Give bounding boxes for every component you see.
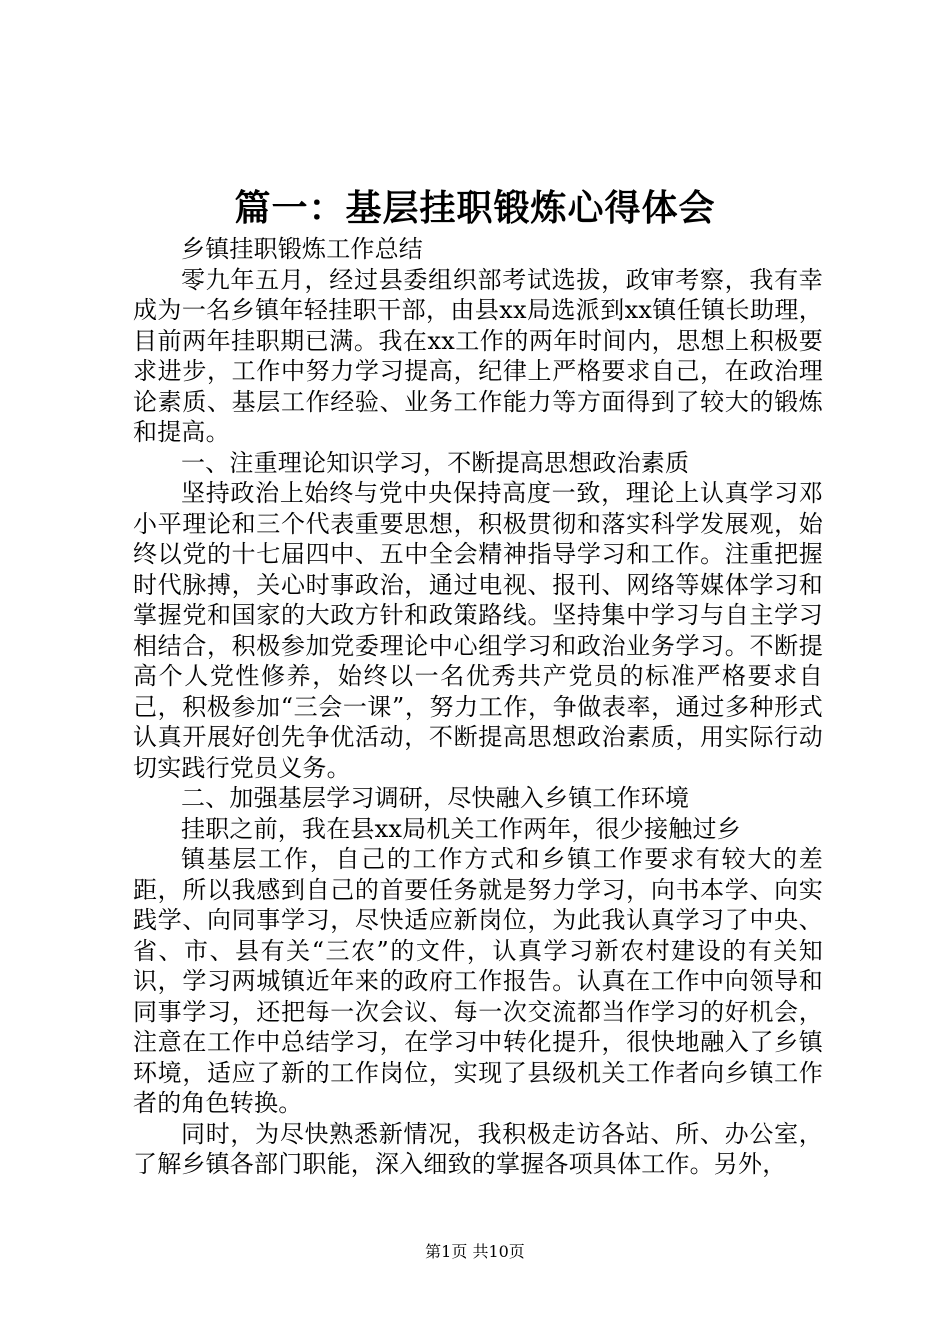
- section-heading: 二、加强基层学习调研，尽快融入乡镇工作环境: [181, 784, 690, 812]
- document-title: 篇一：基层挂职锻炼心得体会: [234, 187, 716, 229]
- subtitle-paragraph: 乡镇挂职锻炼工作总结: [181, 235, 423, 263]
- page-footer: 第1页 共10页: [425, 1242, 525, 1261]
- body-paragraph: 镇基层工作，自己的工作方式和乡镇工作要求有较大的差距，所以我感到自己的首要任务就是努力学习，向书本学、向实践学、向同事学习，尽快适应新岗位，为此我认真学习了中央、省、市、县有关“三农”的文件，认真学习新农村建设的有关知识，学习两城镇近年来的政府工作报告。认真在工作中向领导和同事学习，还把每一次会议、每一次交流都当作学习的好机会，注意在工作中总结学习，在学习中转化提升，很快地融入了乡镇环境，适应了新的工作岗位，实现了县级机关工作者向乡镇工作者的角色转换。: [133, 845, 823, 1117]
- document-body: [133, 234, 823, 1180]
- body-paragraph: 坚持政治上始终与党中央保持高度一致，理论上认真学习邓小平理论和三个代表重要思想，积极贯彻和落实科学发展观，始终以党的十七届四中、五中全会精神指导学习和工作。注重把握时代脉搏，关心时事政治，通过电视、报刊、网络等媒体学习和掌握党和国家的大政方针和政策路线。坚持集中学习与自主学习相结合，积极参加党委理论中心组学习和政治业务学习。不断提高个人党性修养，始终以一名优秀共产党员的标准严格要求自己，积极参加“三会一课”，努力工作，争做表率，通过多种形式认真开展好创先争优活动，不断提高思想政治素质，用实际行动切实践行党员义务。: [133, 479, 823, 782]
- section-heading: 一、注重理论知识学习，不断提高思想政治素质: [181, 448, 690, 477]
- body-paragraph: 零九年五月，经过县委组织部考试选拔，政审考察，我有幸成为一名乡镇年轻挂职干部，由县xx局选派到xx镇任镇长助理，目前两年挂职期已满。我在xx工作的两年时间内，思想上积极要求进步，工作中努力学习提高，纪律上严格要求自己，在政治理论素质、基层工作经验、业务工作能力等方面得到了较大的锻炼和提高。: [133, 265, 823, 446]
- body-paragraph: 同时，为尽快熟悉新情况，我积极走访各站、所、办公室，了解乡镇各部门职能，深入细致的掌握各项具体工作。另外，: [133, 1119, 823, 1178]
- body-paragraph: 挂职之前，我在县xx局机关工作两年，很少接触过乡: [181, 814, 741, 843]
